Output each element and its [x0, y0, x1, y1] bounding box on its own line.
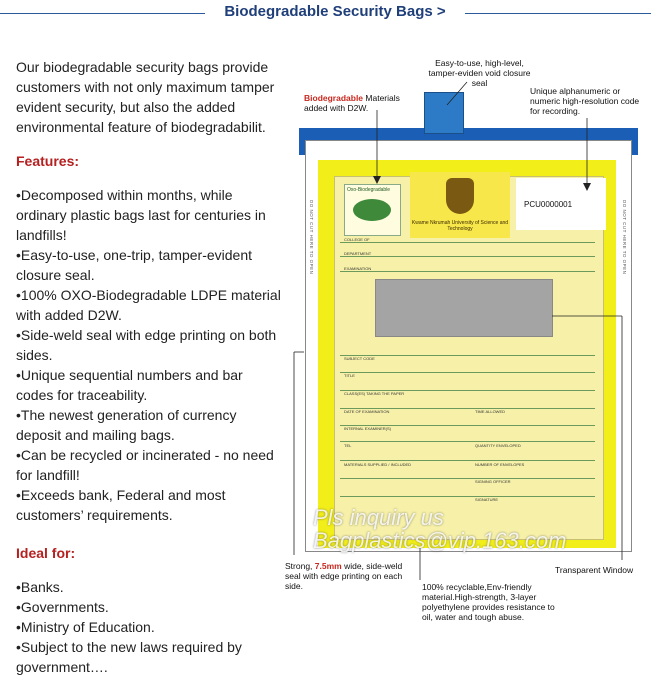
- form-label: TITLE: [344, 373, 355, 378]
- university-name: Kwame Nkrumah University of Science and Technology: [411, 220, 509, 232]
- list-item: •The newest generation of currency deposit and mailing bags.: [16, 407, 237, 443]
- ideal-list: [16, 577, 281, 677]
- list-item: •Banks.: [16, 579, 64, 595]
- form-label: QUANTITY ENVELOPED: [475, 443, 521, 448]
- list-item: •100% OXO-Biodegradable LDPE material with added D2W.: [16, 287, 281, 323]
- list-item: •Unique sequential numbers and bar codes for traceability.: [16, 367, 243, 403]
- unique-code-note: Unique alphanumeric or numeric high-resolution code for recording.: [530, 86, 640, 116]
- window-note: Transparent Window: [555, 565, 634, 575]
- list-item: •Subject to the new laws required by government….: [16, 639, 242, 675]
- biodegradable-rest-text: Materials added with D2W.: [304, 93, 400, 113]
- form-label: EXAMINATION: [344, 266, 372, 271]
- serial-number: PCU0000001: [524, 200, 573, 209]
- recyclable-note: 100% recyclable,Env-friendly material.High-strength, 3-layer polyethylene provides resistance to oil, water and tough abuse.: [422, 582, 555, 622]
- form-label: COLLEGE OF: [344, 237, 370, 242]
- watermark-line-2: Bagplastics@vip.163.com: [313, 528, 567, 553]
- page-title[interactable]: Biodegradable Security Bags >: [205, 3, 465, 20]
- form-label: DEPARTMENT: [344, 251, 372, 256]
- form-label: TEL: [344, 443, 352, 448]
- biodegradable-note: [304, 93, 419, 113]
- title-rule-left: [0, 13, 205, 14]
- side-weld-note: [285, 561, 415, 591]
- side-weld-red-text: 7.5mm: [314, 561, 342, 571]
- ideal-heading: Ideal for:: [16, 545, 76, 561]
- list-item: •Decomposed within months, while ordinary plastic bags last for centuries in landfills!: [16, 187, 266, 243]
- edge-print-left: DO NOT CUT HERE TO OPEN: [309, 200, 314, 275]
- form-label: SUBJECT CODE: [344, 356, 375, 361]
- intro-text: Our biodegradable security bags provide customers with not only maximum tamper evident security, but also the added environmental feature of biodegradabilit.: [16, 59, 275, 135]
- list-item: •Side-weld seal with edge printing on both sides.: [16, 327, 277, 363]
- description-column: [16, 57, 281, 677]
- bag-diagram: [282, 0, 651, 697]
- form-label: MATERIALS SUPPLIED / INCLUDED: [344, 462, 412, 467]
- list-item: •Exceeds bank, Federal and most customers’ requirements.: [16, 487, 226, 523]
- list-item: •Governments.: [16, 599, 109, 615]
- form-label: INTERNAL EXAMINER(S): [344, 426, 391, 431]
- features-list: [16, 185, 281, 525]
- form-label: SIGNING OFFICER: [475, 479, 511, 484]
- logo-text: Oxo-Biodegradable: [347, 187, 391, 193]
- list-item: •Can be recycled or incinerated - no need for landfill!: [16, 447, 274, 483]
- form-label: NUMBER OF ENVELOPES: [475, 462, 525, 467]
- form-label: TIME ALLOWED: [475, 409, 506, 414]
- form-label: CLASS(ES) TAKING THE PAPER: [344, 391, 405, 396]
- list-item: •Ministry of Education.: [16, 619, 155, 635]
- closure-seal-note: Easy-to-use, high-level, tamper-eviden void closure seal: [428, 58, 531, 88]
- form-label: DATE OF EXAMINATION: [344, 409, 390, 414]
- biodegradable-red-text: Biodegradable: [304, 93, 364, 103]
- features-heading: Features:: [16, 153, 80, 169]
- side-weld-text-pre: Strong,: [285, 561, 315, 571]
- form-label: SIGNATURE: [475, 497, 499, 502]
- side-weld-text-post: wide, side-weld seal with edge printing on each side.: [285, 561, 403, 591]
- watermark-line-1: Pls inquiry us: [313, 505, 444, 530]
- list-item: •Easy-to-use, one-trip, tamper-evident closure seal.: [16, 247, 253, 283]
- edge-print-right: DO NOT CUT HERE TO OPEN: [622, 200, 627, 275]
